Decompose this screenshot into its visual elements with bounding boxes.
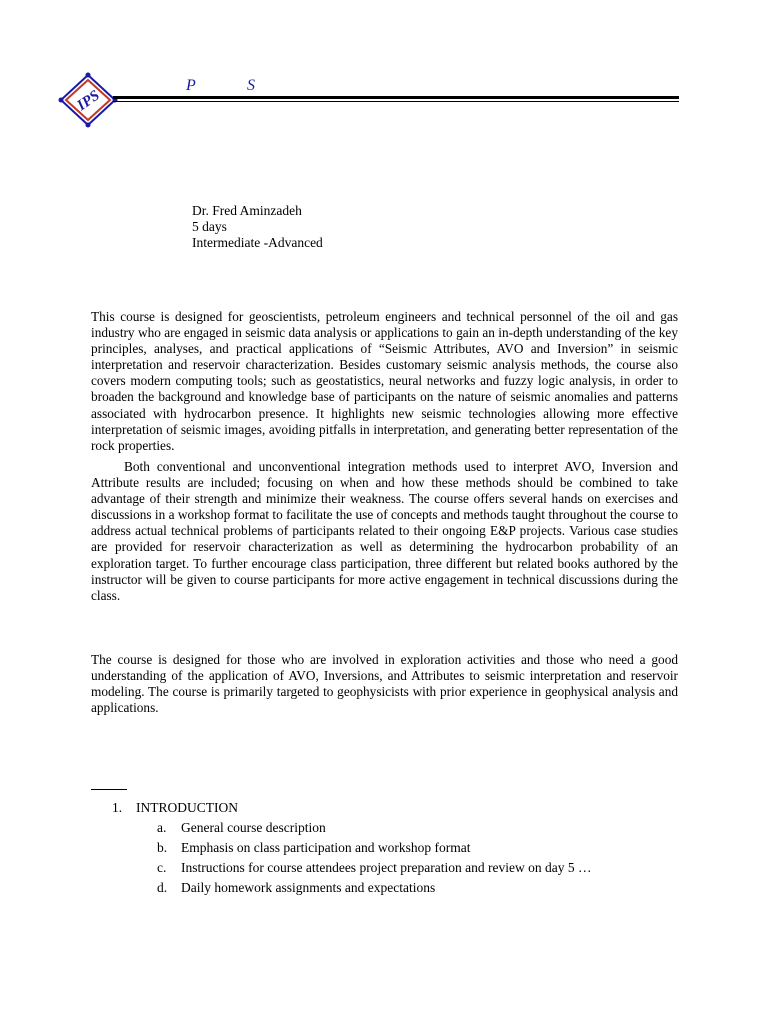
subitem-text: Daily homework assignments and expectations [181, 880, 436, 895]
header-rule-thick [113, 96, 679, 99]
subitem-letter: a. [157, 820, 167, 835]
subitem-letter: c. [157, 860, 167, 875]
outline-subitem [157, 838, 591, 858]
logo-text: IPS [74, 87, 103, 115]
course-info [192, 203, 323, 251]
header-rule-thin [113, 101, 679, 102]
outline-item-number: 1. [112, 800, 123, 815]
duration: 5 days [192, 219, 227, 234]
subitem-text: Emphasis on class participation and workshop format [181, 840, 471, 855]
ips-logo [58, 72, 118, 128]
outline-item [112, 798, 591, 898]
outline-subitem [157, 878, 591, 898]
subitem-letter: d. [157, 880, 168, 895]
outline-subitem [157, 818, 591, 838]
outline-subitems [112, 818, 591, 898]
instructor: Dr. Fred Aminzadeh [192, 203, 302, 218]
course-outline [112, 798, 591, 898]
header-letter-p: P [186, 77, 196, 94]
outline-item-title: INTRODUCTION [136, 800, 238, 815]
outline-subitem [157, 858, 591, 878]
subitem-text: Instructions for course attendees project preparation and review on day 5 … [181, 860, 592, 875]
description-paragraph-2: Both conventional and unconventional integration methods used to interpret AVO, Inversion and Attribute results are included; focusing on when and how these methods should be combined to take advantage of their strength and minimize their weakness. The course offers several hands on exercises and discussions in a workshop format to facilitate the use of concepts and methods taught throughout the course to address actual technical problems of participants related to their ongoing E&P projects. Various case studies are provided for reservoir characterization as well as determining the hydrocarbon probability of an exploration target. To further encourage class participation, three different but related books authored by the instructor will be given to course participants for more active engagement in technical discussions during the class. [91, 459, 678, 603]
audience-paragraph: The course is designed for those who are involved in exploration activities and those who need a good understanding of the application of AVO, Inversions, and Attributes to seismic interpretation and reservoir modeling. The course is primarily targeted to geophysicists with prior experience in geophysical analysis and applications. [91, 652, 678, 716]
subitem-letter: b. [157, 840, 168, 855]
description-paragraph-1: This course is designed for geoscientists, petroleum engineers and technical personnel of the oil and gas industry who are engaged in seismic data analysis or applications to gain an in-depth understanding of the key principles, analyses, and practical applications of “Seismic Attributes, AVO and Inversion” in seismic interpretation and reservoir characterization. Besides customary seismic analysis methods, the course also covers modern computing tools; such as geostatistics, neural networks and fuzzy logic analysis, in order to broaden the background and knowledge base of participants on the nature of seismic anomalies and patterns associated with hydrocarbon presence. It highlights new seismic technologies allowing more effective interpretation of seismic images, avoiding pitfalls in interpretation, and generating better representation of the rock properties. [91, 309, 678, 453]
level: Intermediate -Advanced [192, 235, 323, 250]
subitem-text: General course description [181, 820, 326, 835]
header-letter-s: S [247, 77, 255, 94]
outline-rule [91, 789, 127, 790]
